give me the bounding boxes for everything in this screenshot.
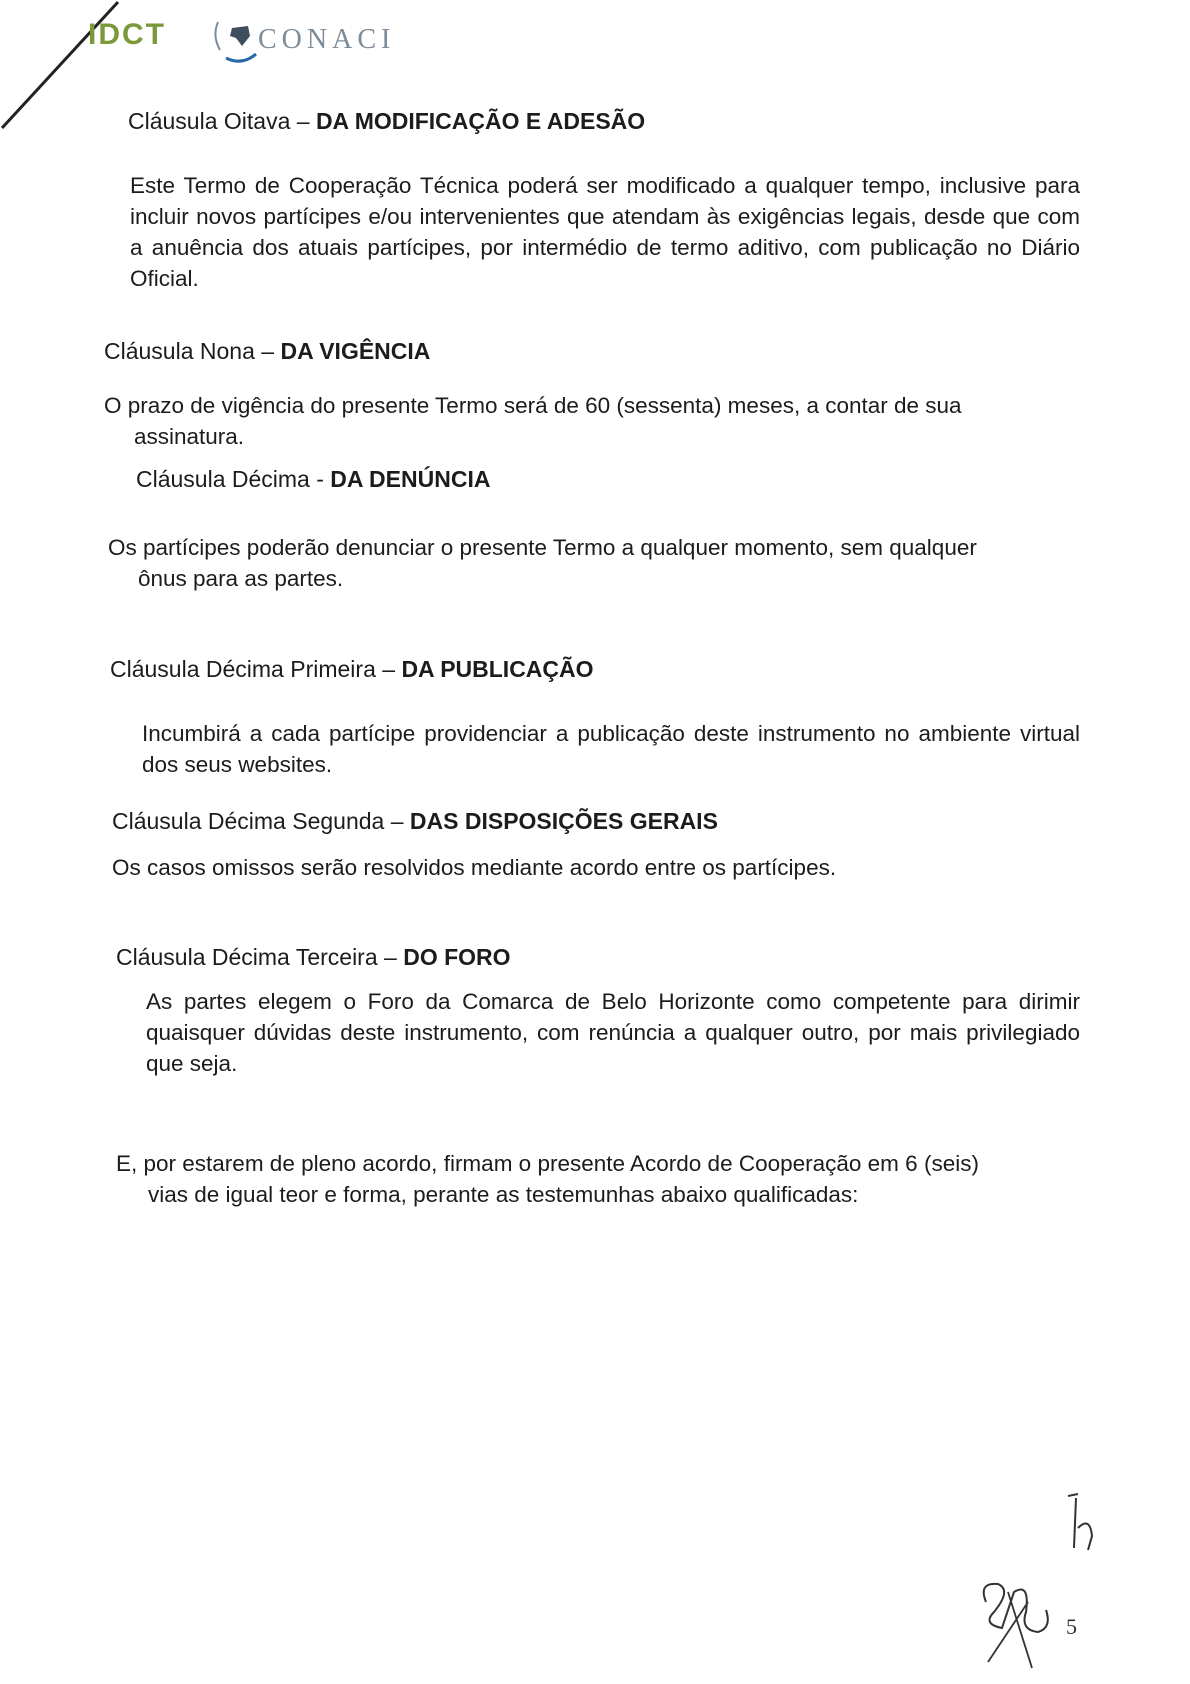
handwritten-mark <box>1064 1490 1124 1560</box>
header-logos <box>80 8 440 68</box>
clause-10-text <box>108 532 1080 594</box>
clause-10-heading <box>136 466 490 493</box>
clause-title: DA DENÚNCIA <box>330 466 491 492</box>
clause-label: Cláusula Décima Segunda – <box>112 808 404 834</box>
closing-text-line: vias de igual teor e forma, perante as testemunhas abaixo qualificadas: <box>148 1182 859 1207</box>
clause-12-text: Os casos omissos serão resolvidos mediante acordo entre os partícipes. <box>112 855 837 880</box>
clause-label: Cláusula Décima Terceira – <box>116 944 397 970</box>
clause-13-heading <box>116 944 511 971</box>
idct-logo: IDCT <box>88 18 166 51</box>
closing-text-line: E, por estarem de pleno acordo, firmam o presente Acordo de Cooperação em 6 (seis) <box>116 1151 979 1176</box>
clause-8-heading <box>128 108 645 135</box>
clause-12-heading <box>112 808 718 835</box>
clause-8-text: Este Termo de Cooperação Técnica poderá ser modificado a qualquer tempo, inclusive para incluir novos partícipes e/ou intervenientes que atendam às exigências legais, desde que com a anuência dos atuais partícipes, por intermédio de termo aditivo, com publicação no Diário Oficial. <box>130 173 1080 291</box>
clause-title: DA VIGÊNCIA <box>280 338 431 364</box>
clause-text-line: O prazo de vigência do presente Termo será de 60 (sessenta) meses, a contar de sua <box>104 393 962 418</box>
conaci-logo: CONACI <box>258 24 396 55</box>
closing-text <box>116 1148 1080 1210</box>
clause-label: Cláusula Nona – <box>104 338 275 364</box>
clause-11-text: Incumbirá a cada partícipe providenciar a publicação deste instrumento no ambiente virtual dos seus websites. <box>142 721 1080 777</box>
clause-text-line: assinatura. <box>134 424 245 449</box>
clause-13-text: As partes elegem o Foro da Comarca de Belo Horizonte como competente para dirimir quaisquer dúvidas deste instrumento, com renúncia a qualquer outro, por mais privilegiado que seja. <box>146 989 1080 1076</box>
clause-title: DO FORO <box>403 944 511 970</box>
clause-text-line: Os partícipes poderão denunciar o presente Termo a qualquer momento, sem qualquer <box>108 535 977 560</box>
clause-label: Cláusula Décima - <box>136 466 324 492</box>
globe-icon <box>210 14 264 68</box>
signature-initials <box>968 1572 1078 1672</box>
clause-11-heading <box>110 656 594 683</box>
clause-9-heading <box>104 338 430 365</box>
clause-label: Cláusula Décima Primeira – <box>110 656 396 682</box>
clause-title: DA PUBLICAÇÃO <box>401 656 594 682</box>
clause-title: DA MODIFICAÇÃO E ADESÃO <box>315 108 646 134</box>
clause-label: Cláusula Oitava – <box>128 108 310 134</box>
clause-9-text <box>104 390 1080 452</box>
clause-text-line: ônus para as partes. <box>138 566 344 591</box>
clause-title: DAS DISPOSIÇÕES GERAIS <box>409 808 718 834</box>
page-number: 5 <box>1066 1614 1077 1639</box>
